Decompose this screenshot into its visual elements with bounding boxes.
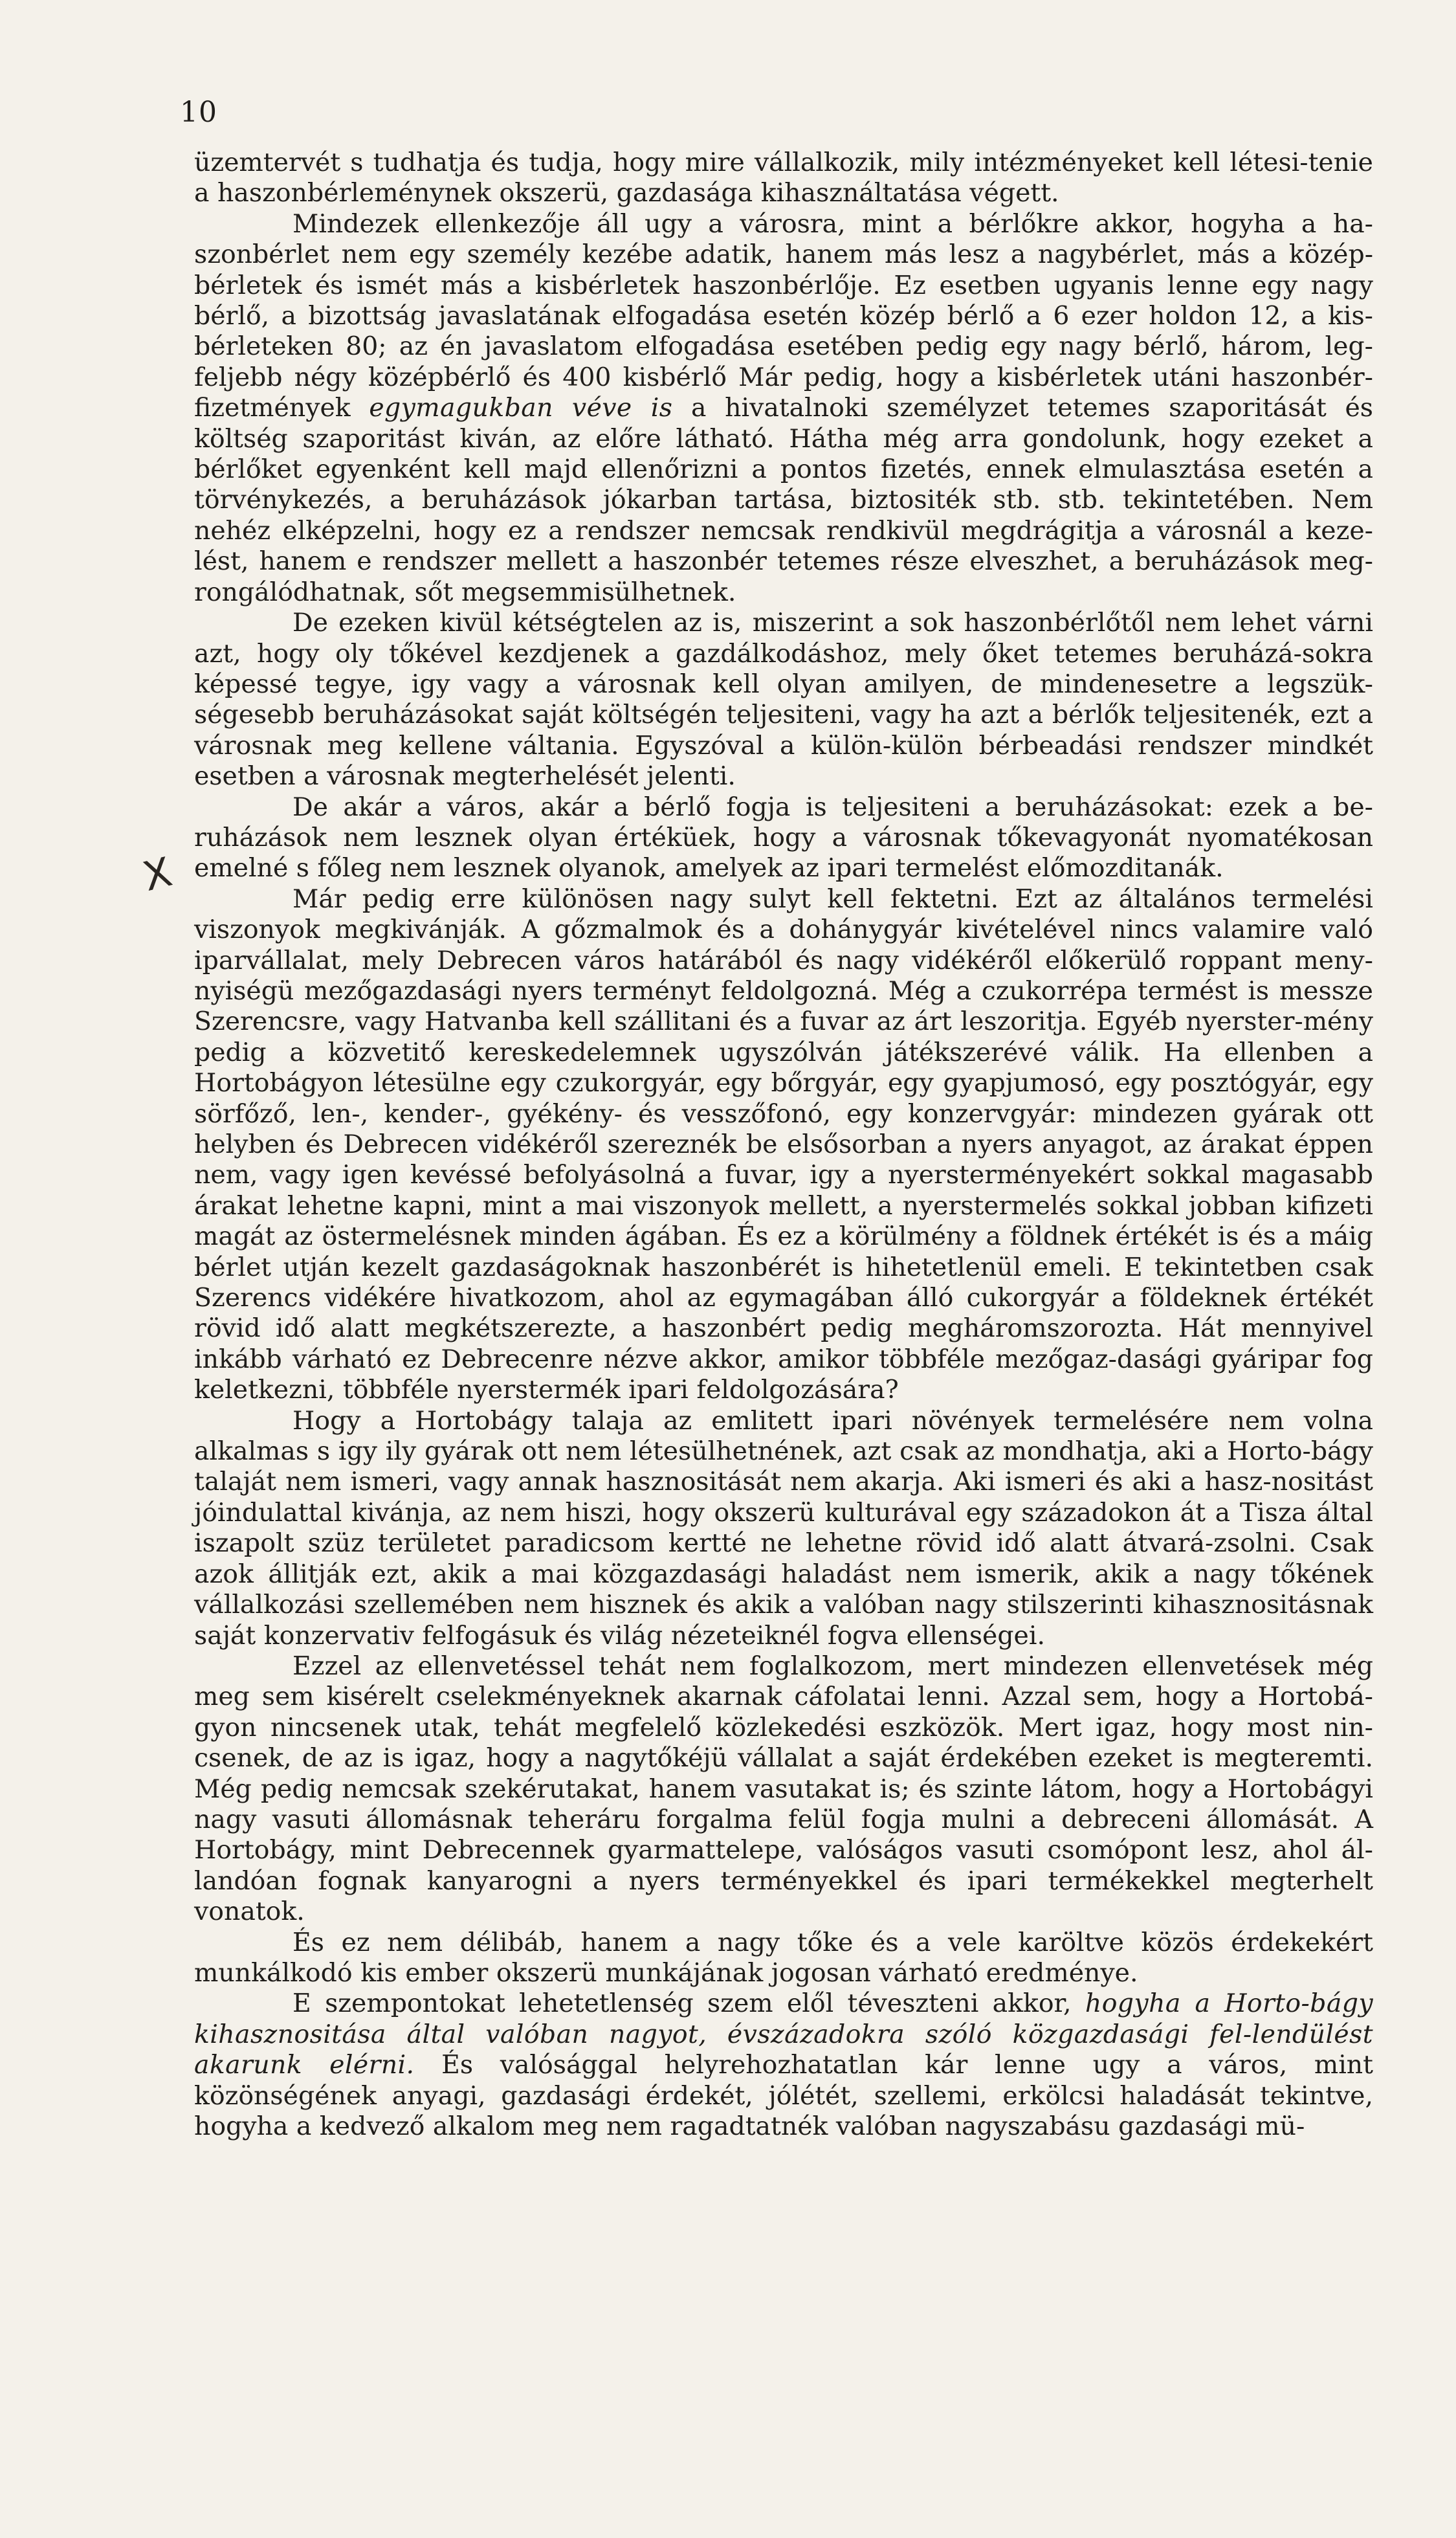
margin-annotation-mark: X — [138, 847, 177, 901]
paragraph-text: És valósággal helyrehozhatatlan kár lenne ugy a város, mint közönségének anyagi, gazdasági érdekét, jólétét, szellemi, erkölcsi haladását tekintve, hogyha a kedvező alkalom meg nem ragadtatnék valóban nagyszabásu gazdasági mü- — [194, 2050, 1373, 2141]
paragraph — [194, 148, 1373, 209]
paragraph — [194, 1406, 1373, 1651]
paragraph-text: Ezzel az ellenvetéssel tehát nem foglalkozom, mert mindezen ellenvetések még meg sem kisérelt cselekményeknek akarnak cáfolatai lenni. Azzal sem, hogy a Hortobá-gyon nincsenek utak, tehát megfelelő közlekedési eszközök. Mert igaz, hogy most nin-csenek, de az is igaz, hogy a nagytőkéjü vállalat a saját érdekében ezeket is megteremti. Még pedig nemcsak szekérutakat, hanem vasutakat is; és szinte látom, hogy a Hortobágyi nagy vasuti állomásnak teheráru forgalma felül fogja mulni a debreceni állomását. A Hortobágy, mint Debrecennek gyarmattelepe, valóságos vasuti csomópont lesz, ahol ál-landóan fognak kanyarogni a nyers terményekkel és ipari termékekkel megterhelt vonatok. — [194, 1651, 1373, 1927]
paragraph-text: De akár a város, akár a bérlő fogja is teljesiteni a beruházásokat: ezek a be-ruházások nem lesznek olyan értéküek, hogy a városnak tőkevagyonát nyomatékosan emelné s főleg nem lesznek olyanok, amelyek az ipari termelést előmozditanák. — [194, 792, 1373, 884]
emphasized-text: egymagukban véve is — [369, 393, 673, 423]
body-text — [194, 148, 1373, 2142]
paragraph — [194, 1651, 1373, 1928]
paragraph-text: a hivatalnoki személyzet tetemes szaporitását és költség szaporitást kiván, az előre látható. Hátha még arra gondolunk, hogy ezeket a bérlőket egyenként kell majd ellenőrizni a pontos fizetés, ennek elmulasztása esetén a törvénykezés, a beruházások jókarban tartása, biztositék stb. stb. tekintetében. Nem nehéz elképzelni, hogy ez a rendszer nemcsak rendkivül megdrágitja a városnál a keze-lést, hanem e rendszer mellett a haszonbér tetemes része elveszhet, a beruházások meg-rongálódhatnak, sőt megsemmisülhetnek. — [194, 393, 1373, 607]
page-number: 10 — [180, 96, 217, 129]
paragraph-text: üzemtervét s tudhatja és tudja, hogy mire vállalkozik, mily intézményeket kell létesi-tenie a haszonbérleménynek okszerü, gazdasága kihasználtatása végett. — [194, 148, 1373, 208]
paragraph — [194, 1928, 1373, 1989]
paragraph-text: E szempontokat lehetetlenség szem elől téveszteni akkor, — [292, 1988, 1085, 2019]
paragraph — [194, 608, 1373, 792]
paragraph — [194, 884, 1373, 1406]
paragraph-text: De ezeken kivül kétségtelen az is, miszerint a sok haszonbérlőtől nem lehet várni azt, hogy oly tőkével kezdjenek a gazdálkodáshoz, mely őket tetemes beruházá-sokra képessé tegye, igy vagy a városnak kell olyan amilyen, de mindenesetre a legszük-ségesebb beruházásokat saját költségén teljesiteni, vagy ha azt a bérlők teljesitenék, ezt a városnak meg kellene váltania. Egyszóval a külön-külön bérbeadási rendszer mindkét esetben a városnak megterhelését jelenti. — [194, 608, 1373, 792]
paragraph-text: Hogy a Hortobágy talaja az emlitett ipari növények termelésére nem volna alkalmas s igy ily gyárak ott nem létesülhetnének, azt csak az mondhatja, aki a Horto-bágy talaját nem ismeri, vagy annak hasznositását nem akarja. Aki ismeri és aki a hasz-nositást jóindulattal kivánja, az nem hiszi, hogy okszerü kulturával egy századokon át a Tisza által iszapolt szüz területet paradicsom kertté ne lehetne rövid idő alatt átvará-zsolni. Csak azok állitják ezt, akik a mai közgazdasági haladást nem ismerik, akik a nagy tőkének vállalkozási szellemében nem hisznek és akik a valóban nagy stilszerinti kihasznositásnak saját konzervativ felfogásuk és világ nézeteiknél fogva ellenségei. — [194, 1405, 1373, 1651]
emphasized-text: hogyha a Horto-bágy kihasznositása által valóban nagyot, évszázadokra szóló közgazdasági fel-lendülést akarunk elérni. — [194, 1988, 1373, 2080]
paragraph — [194, 209, 1373, 608]
paragraph-text: És ez nem délibáb, hanem a nagy tőke és a vele karöltve közös érdekekért munkálkodó kis ember okszerü munkájának jogosan várható eredménye. — [194, 1927, 1373, 1988]
paragraph — [194, 792, 1373, 884]
paragraph-text: Mindezek ellenkezője áll ugy a városra, mint a bérlőkre akkor, hogyha a ha-szonbérlet nem egy személy kezébe adatik, hanem más lesz a nagybérlet, más a közép-bérletek és ismét más a kisbérletek haszonbérlője. Ez esetben ugyanis lenne egy nagy bérlő, a bizottság javaslatának elfogadása esetén közép bérlő a 6 ezer holdon 12, a kis-bérleteken 80; az én javaslatom elfogadása esetében pedig egy nagy bérlő, három, leg-feljebb négy középbérlő és 400 kisbérlő Már pedig, hogy a kisbérletek utáni haszonbér-fizetmények — [194, 208, 1373, 423]
paragraph-text: Már pedig erre különösen nagy sulyt kell fektetni. Ezt az általános termelési viszonyok megkivánják. A gőzmalmok és a dohánygyár kivételével nincs valamire való iparvállalat, mely Debrecen város határából és nagy vidékéről előkerülő roppant meny-nyiségü mezőgazdasági nyers terményt feldolgozná. Még a czukorrépa termést is messze Szerencsre, vagy Hatvanba kell szállitani és a fuvar az árt leszoritja. Egyéb nyerster-mény pedig a közvetitő kereskedelemnek ugyszólván játékszerévé válik. Ha ellenben a Hortobágyon létesülne egy czukorgyár, egy bőrgyár, egy gyapjumosó, egy posztógyár, egy sörfőző, len-, kender-, gyékény- és vesszőfonó, egy konzervgyár: mindezen gyárak ott helyben és Debrecen vidékéről szereznék be elsősorban a nyers anyagot, az árakat éppen nem, vagy igen kevéssé befolyásolná a fuvar, igy a nyersterményekért sokkal magasabb árakat lehetne kapni, mint a mai viszonyok mellett, a nyerstermelés sokkal jobban kifizeti magát az östermelésnek minden ágában. És ez a körülmény a földnek értékét is és a máig bérlet utján kezelt gazdaságoknak haszonbérét is hihetetlenül emeli. E tekintetben csak Szerencs vidékére hivatkozom, ahol az egymagában álló cukorgyár a földeknek értékét rövid idő alatt megkétszerezte, a haszonbért pedig megháromszorozta. Hát mennyivel inkább várható ez Debrecenre nézve akkor, amikor többféle mezőgaz-dasági gyáripar fog keletkezni, többféle nyerstermék ipari feldolgozására? — [194, 884, 1373, 1405]
paragraph — [194, 1988, 1373, 2142]
